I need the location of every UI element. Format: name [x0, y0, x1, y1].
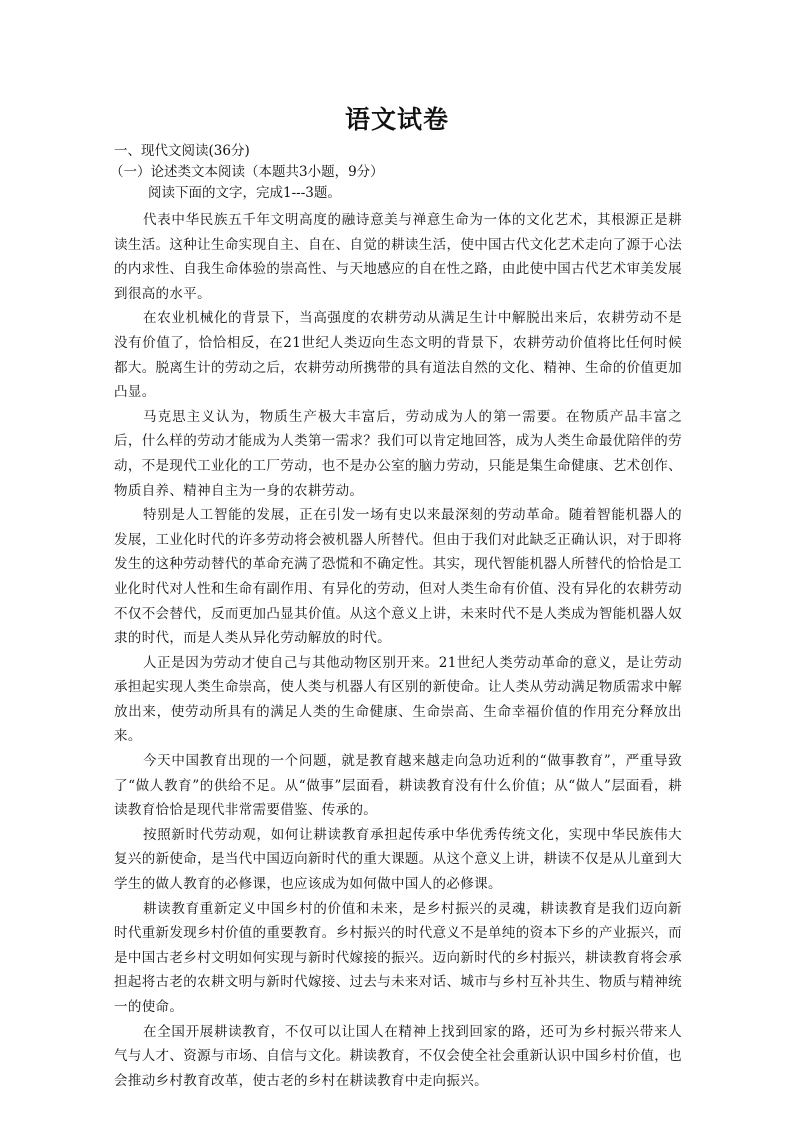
section-heading: 一、现代文阅读(36分)	[114, 143, 250, 159]
article-paragraph: 特别是人工智能的发展，正在引发一场有史以来最深刻的劳动革命。随着智能机器人的发展，工业化时代的许多劳动将会被机器人所替代。但由于我们对此缺乏正确认识，对于即将发生的这种劳动替代的革命充满了恐慌和不确定性。其实，现代智能机器人所替代的恰恰是工业化时代对人性和生命有副作用、有异化的劳动，但对人类生命有价值、没有异化的农耕劳动不仅不会替代，反而更加凸显其价值。从这个意义上讲，未来时代不是人类成为智能机器人奴隶的时代，而是人类从异化劳动解放的时代。	[114, 507, 682, 647]
article-paragraph: 在全国开展耕读教育，不仅可以让国人在精神上找到回家的路，还可为乡村振兴带来人气与人才、资源与市场、自信与文化。耕读教育，不仅会使全社会重新认识中国乡村价值，也会推动乡村教育改革，使古老的乡村在耕读教育中走向振兴。	[114, 1023, 682, 1089]
article-paragraph: 马克思主义认为，物质生产极大丰富后，劳动成为人的第一需要。在物质产品丰富之后，什么样的劳动才能成为人类第一需求？我们可以肯定地回答，成为人类生命最优陪伴的劳动，不是现代工业化的工厂劳动，也不是办公室的脑力劳动，只能是集生命健康、艺术创作、物质自养、精神自主为一身的农耕劳动。	[114, 408, 682, 499]
subsection-heading: （一）论述类文本阅读（本题共3小题，9分）	[110, 164, 384, 180]
reading-instruction: 阅读下面的文字，完成1---3题。	[148, 185, 341, 201]
page-title: 语文试卷	[344, 105, 449, 134]
article-paragraph: 耕读教育重新定义中国乡村的价值和未来，是乡村振兴的灵魂，耕读教育是我们迈向新时代重新发现乡村价值的重要教育。乡村振兴的时代意义不是单纯的资本下乡的产业振兴，而是中国古老乡村文明如何实现与新时代嫁接的振兴。迈向新时代的乡村振兴，耕读教育将会承担起将古老的农耕文明与新时代嫁接、过去与未来对话、城市与乡村互补共生、物质与精神统一的使命。	[114, 900, 682, 1015]
article-paragraph: 人正是因为劳动才使自己与其他动物区别开来。21世纪人类劳动革命的意义，是让劳动承担起实现人类生命崇高，使人类与机器人有区别的新使命。让人类从劳动满足物质需求中解放出来，使劳动所具有的满足人类的生命健康、生命崇高、生命幸福价值的作用充分释放出来。	[114, 654, 682, 745]
article-paragraph: 在农业机械化的背景下，当高强度的农耕劳动从满足生计中解脱出来后，农耕劳动不是没有价值了，恰恰相反，在21世纪人类迈向生态文明的背景下，农耕劳动价值将比任何时候都大。脱离生计的劳动之后，农耕劳动所携带的具有道法自然的文化、精神、生命的价值更加凸显。	[114, 310, 682, 401]
article-paragraph: 今天中国教育出现的一个问题，就是教育越来越走向急功近利的“做事教育”，严重导致了“做人教育”的供给不足。从“做事”层面看，耕读教育没有什么价值；从“做人”层面看，耕读教育恰恰是现代非常需要借鉴、传承的。	[114, 753, 682, 819]
reading-section	[110, 141, 682, 1093]
article-paragraph: 代表中华民族五千年文明高度的融诗意美与禅意生命为一体的文化艺术，其根源正是耕读生活。这种让生命实现自主、自在、自觉的耕读生活，使中国古代文化艺术走向了源于心法的内求性、自我生命体验的崇高性、与天地感应的自在性之路，由此使中国古代艺术审美发展到很高的水平。	[114, 212, 682, 302]
article-paragraph: 按照新时代劳动观，如何让耕读教育承担起传承中华优秀传统文化，实现中华民族伟大复兴的新使命，是当代中国迈向新时代的重大课题。从这个意义上讲，耕读不仅是从儿童到大学生的做人教育的必修课，也应该成为如何做中国人的必修课。	[114, 826, 682, 893]
